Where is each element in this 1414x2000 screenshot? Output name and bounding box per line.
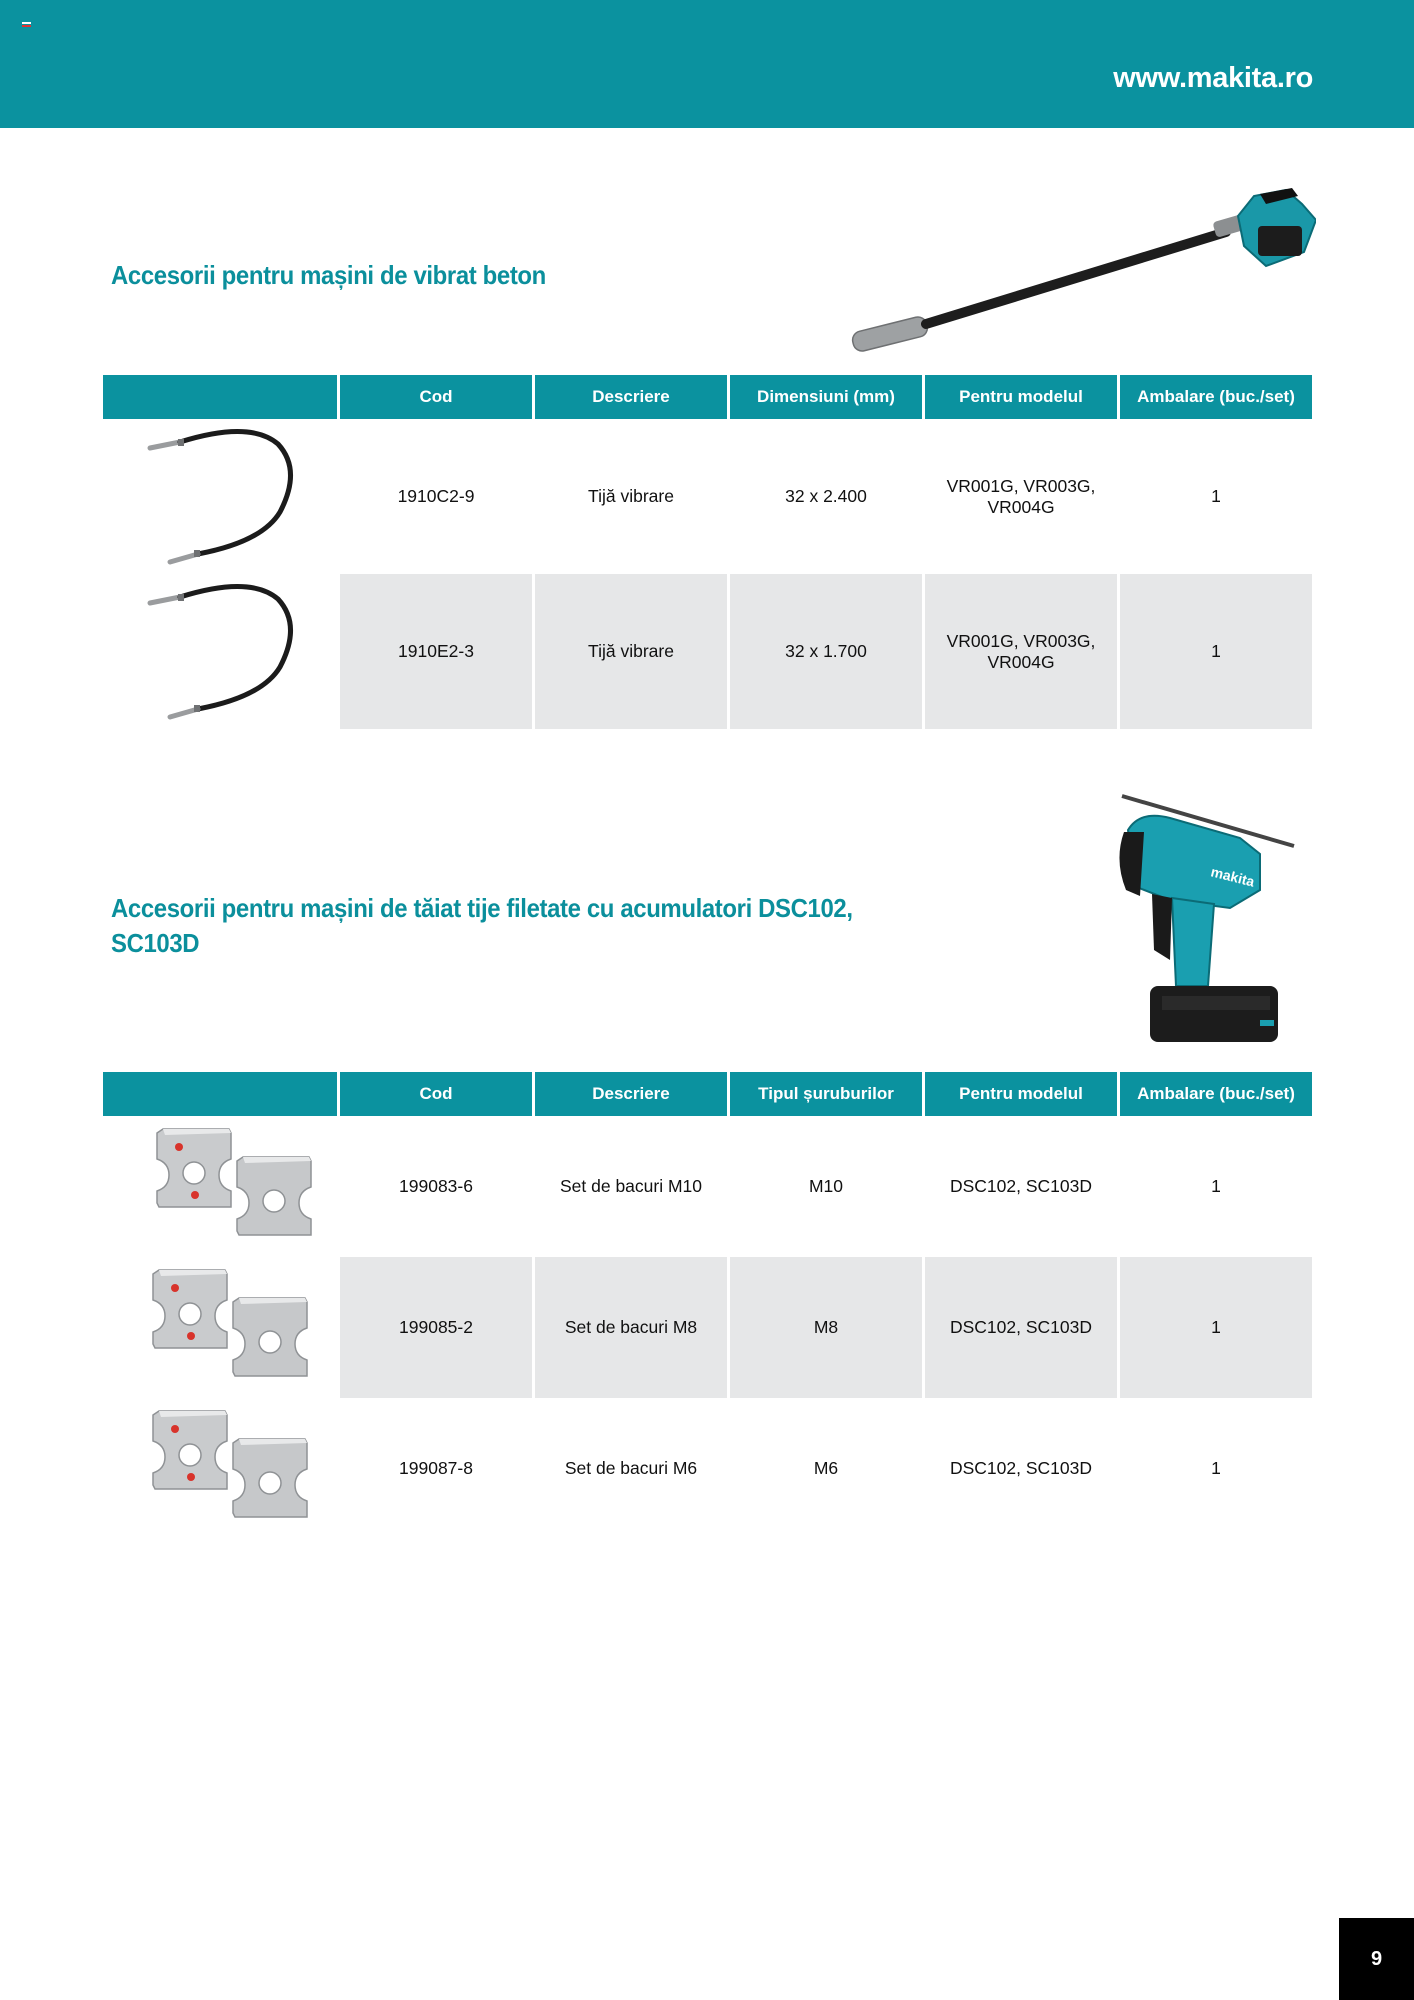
cell-model: DSC102, SC103D [922, 1257, 1117, 1398]
cell-tip: M6 [727, 1398, 922, 1539]
cell-ambalare: 1 [1117, 1116, 1312, 1257]
product-image-cell [103, 1398, 337, 1539]
cell-descriere: Tijă vibrare [532, 574, 727, 729]
table-row [103, 1116, 1312, 1257]
header-dimensiuni: Dimensiuni (mm) [727, 375, 922, 419]
header-cod: Cod [337, 375, 532, 419]
header-model: Pentru modelul [922, 1072, 1117, 1116]
cell-cod: 1910E2-3 [337, 574, 532, 729]
header-model: Pentru modelul [922, 375, 1117, 419]
cell-ambalare: 1 [1117, 574, 1312, 729]
cell-descriere: Tijă vibrare [532, 419, 727, 574]
header-cod: Cod [337, 1072, 532, 1116]
cell-cod: 199085-2 [337, 1257, 532, 1398]
vibrating-hose-image [140, 577, 300, 722]
product-image-cell [103, 419, 337, 574]
cell-model: DSC102, SC103D [922, 1398, 1117, 1539]
cell-dimensiuni: 32 x 2.400 [727, 419, 922, 574]
header-ambalare: Ambalare (buc./set) [1117, 375, 1312, 419]
cell-model: VR001G, VR003G, VR004G [922, 574, 1117, 729]
cell-model: VR001G, VR003G, VR004G [922, 419, 1117, 574]
section-title-rod-cutters: Accesorii pentru mașini de tăiat tije filetate cu acumulatori DSC102, SC103D [111, 893, 853, 958]
rod-cutter-image [1110, 790, 1306, 1056]
cell-descriere: Set de bacuri M6 [532, 1398, 727, 1539]
cell-tip: M8 [727, 1257, 922, 1398]
cell-tip: M10 [727, 1116, 922, 1257]
cell-ambalare: 1 [1117, 419, 1312, 574]
cell-ambalare: 1 [1117, 1398, 1312, 1539]
header-ambalare: Ambalare (buc./set) [1117, 1072, 1312, 1116]
cell-cod: 1910C2-9 [337, 419, 532, 574]
cell-cod: 199083-6 [337, 1116, 532, 1257]
header-image [103, 1072, 337, 1116]
header-image [103, 375, 337, 419]
cell-ambalare: 1 [1117, 1257, 1312, 1398]
cell-descriere: Set de bacuri M8 [532, 1257, 727, 1398]
cutting-blades-image [125, 1119, 315, 1249]
vibrator-accessories-table [103, 375, 1312, 729]
cell-dimensiuni: 32 x 1.700 [727, 574, 922, 729]
cell-cod: 199087-8 [337, 1398, 532, 1539]
website-url[interactable]: www.makita.ro [1113, 62, 1313, 94]
page-header [0, 0, 1414, 128]
header-tip-suruburi: Tipul șuruburilor [727, 1072, 922, 1116]
cell-descriere: Set de bacuri M10 [532, 1116, 727, 1257]
product-image-cell [103, 574, 337, 729]
header-descriere: Descriere [532, 1072, 727, 1116]
table-row [103, 574, 1312, 729]
product-image-cell [103, 1257, 337, 1398]
cutting-blades-image [125, 1260, 315, 1390]
concrete-vibrator-image [846, 186, 1316, 358]
vibrating-hose-image [140, 422, 300, 567]
svg-text:makita: makita [1209, 863, 1257, 890]
cutting-blades-image [125, 1401, 315, 1531]
table-row [103, 1398, 1312, 1539]
table-row [103, 419, 1312, 574]
table-header-row [103, 375, 1312, 419]
cell-model: DSC102, SC103D [922, 1116, 1117, 1257]
rod-cutter-accessories-table [103, 1072, 1312, 1539]
table-header-row [103, 1072, 1312, 1116]
table-row [103, 1257, 1312, 1398]
header-descriere: Descriere [532, 375, 727, 419]
flag-icon [22, 22, 31, 29]
section-title-vibrators: Accesorii pentru mașini de vibrat beton [111, 260, 546, 290]
page-number: 9 [1339, 1918, 1414, 2000]
product-image-cell [103, 1116, 337, 1257]
